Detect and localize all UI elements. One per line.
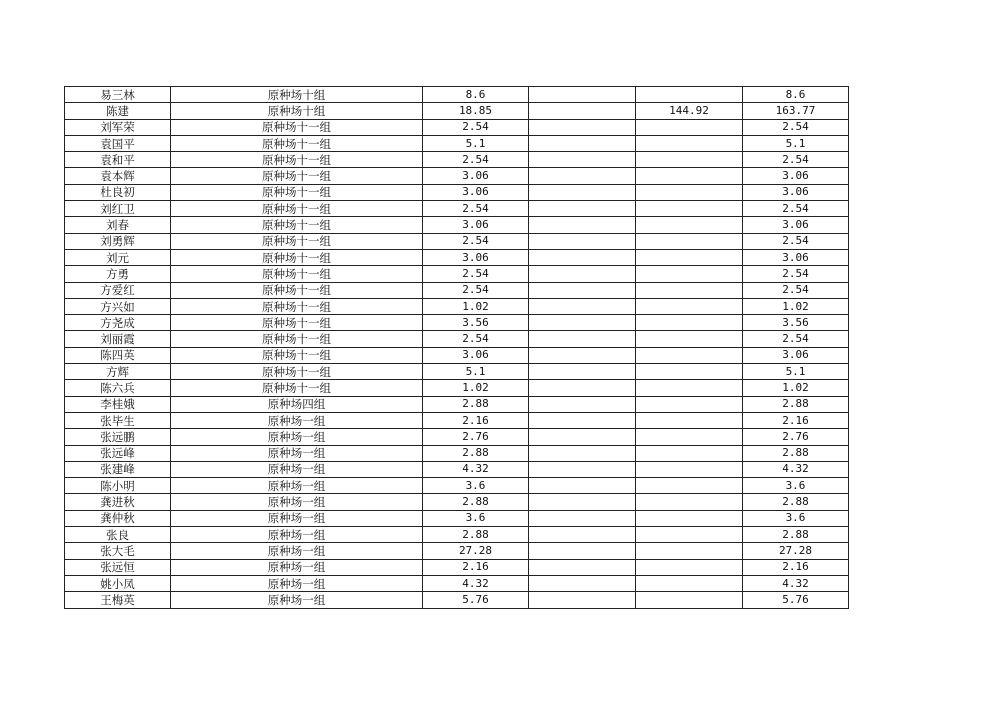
- area-cell: 2.54: [423, 201, 529, 217]
- table-row: [65, 575, 849, 591]
- area-cell: 3.6: [423, 510, 529, 526]
- area-cell: 8.6: [423, 87, 529, 103]
- name-cell: 方爱红: [65, 282, 171, 298]
- table-row: [65, 380, 849, 396]
- name-cell: 李桂娥: [65, 396, 171, 412]
- table-row: [65, 510, 849, 526]
- table-row: [65, 233, 849, 249]
- other-cell: [636, 445, 743, 461]
- extra-cell: [529, 103, 636, 119]
- total-cell: 3.6: [743, 510, 849, 526]
- area-cell: 4.32: [423, 461, 529, 477]
- other-cell: [636, 119, 743, 135]
- area-cell: 3.06: [423, 249, 529, 265]
- name-cell: 方辉: [65, 364, 171, 380]
- extra-cell: [529, 168, 636, 184]
- other-cell: [636, 380, 743, 396]
- unit-cell: 原种场一组: [171, 543, 423, 559]
- name-cell: 陈四英: [65, 347, 171, 363]
- other-cell: [636, 331, 743, 347]
- total-cell: 1.02: [743, 298, 849, 314]
- other-cell: [636, 575, 743, 591]
- other-cell: [636, 347, 743, 363]
- other-cell: [636, 559, 743, 575]
- unit-cell: 原种场十一组: [171, 152, 423, 168]
- unit-cell: 原种场一组: [171, 478, 423, 494]
- total-cell: 2.88: [743, 494, 849, 510]
- other-cell: 144.92: [636, 103, 743, 119]
- extra-cell: [529, 429, 636, 445]
- extra-cell: [529, 119, 636, 135]
- total-cell: 2.88: [743, 396, 849, 412]
- total-cell: 2.16: [743, 412, 849, 428]
- other-cell: [636, 315, 743, 331]
- total-cell: 2.76: [743, 429, 849, 445]
- extra-cell: [529, 380, 636, 396]
- area-cell: 2.88: [423, 396, 529, 412]
- table-row: [65, 445, 849, 461]
- unit-cell: 原种场一组: [171, 559, 423, 575]
- table-row: [65, 412, 849, 428]
- other-cell: [636, 412, 743, 428]
- other-cell: [636, 461, 743, 477]
- name-cell: 方尧成: [65, 315, 171, 331]
- area-cell: 3.06: [423, 184, 529, 200]
- unit-cell: 原种场一组: [171, 445, 423, 461]
- extra-cell: [529, 233, 636, 249]
- other-cell: [636, 364, 743, 380]
- table-row: [65, 168, 849, 184]
- total-cell: 3.06: [743, 184, 849, 200]
- total-cell: 5.1: [743, 364, 849, 380]
- name-cell: 刘红卫: [65, 201, 171, 217]
- table-row: [65, 201, 849, 217]
- unit-cell: 原种场十一组: [171, 347, 423, 363]
- unit-cell: 原种场四组: [171, 396, 423, 412]
- unit-cell: 原种场一组: [171, 461, 423, 477]
- area-cell: 2.54: [423, 331, 529, 347]
- extra-cell: [529, 559, 636, 575]
- unit-cell: 原种场十一组: [171, 119, 423, 135]
- other-cell: [636, 266, 743, 282]
- unit-cell: 原种场一组: [171, 429, 423, 445]
- total-cell: 3.56: [743, 315, 849, 331]
- unit-cell: 原种场十一组: [171, 380, 423, 396]
- name-cell: 易三林: [65, 87, 171, 103]
- extra-cell: [529, 412, 636, 428]
- unit-cell: 原种场一组: [171, 412, 423, 428]
- area-cell: 2.88: [423, 494, 529, 510]
- total-cell: 2.54: [743, 119, 849, 135]
- area-cell: 5.1: [423, 364, 529, 380]
- extra-cell: [529, 298, 636, 314]
- other-cell: [636, 510, 743, 526]
- other-cell: [636, 494, 743, 510]
- other-cell: [636, 184, 743, 200]
- other-cell: [636, 396, 743, 412]
- name-cell: 刘春: [65, 217, 171, 233]
- name-cell: 张远鹏: [65, 429, 171, 445]
- table-row: [65, 396, 849, 412]
- area-cell: 2.54: [423, 233, 529, 249]
- name-cell: 龚仲秋: [65, 510, 171, 526]
- name-cell: 刘元: [65, 249, 171, 265]
- other-cell: [636, 249, 743, 265]
- total-cell: 2.54: [743, 282, 849, 298]
- extra-cell: [529, 135, 636, 151]
- table-row: [65, 119, 849, 135]
- name-cell: 方勇: [65, 266, 171, 282]
- table-row: [65, 429, 849, 445]
- unit-cell: 原种场十一组: [171, 217, 423, 233]
- other-cell: [636, 201, 743, 217]
- name-cell: 陈六兵: [65, 380, 171, 396]
- unit-cell: 原种场十组: [171, 103, 423, 119]
- name-cell: 张良: [65, 527, 171, 543]
- name-cell: 杜良初: [65, 184, 171, 200]
- area-cell: 18.85: [423, 103, 529, 119]
- table-row: [65, 543, 849, 559]
- table-row: [65, 315, 849, 331]
- area-cell: 2.88: [423, 445, 529, 461]
- total-cell: 2.54: [743, 201, 849, 217]
- extra-cell: [529, 331, 636, 347]
- area-cell: 3.06: [423, 168, 529, 184]
- table-row: [65, 266, 849, 282]
- unit-cell: 原种场一组: [171, 510, 423, 526]
- unit-cell: 原种场十一组: [171, 364, 423, 380]
- table-row: [65, 152, 849, 168]
- total-cell: 2.54: [743, 331, 849, 347]
- name-cell: 刘勇辉: [65, 233, 171, 249]
- name-cell: 张毕生: [65, 412, 171, 428]
- unit-cell: 原种场一组: [171, 592, 423, 608]
- name-cell: 张建峰: [65, 461, 171, 477]
- area-cell: 1.02: [423, 298, 529, 314]
- extra-cell: [529, 364, 636, 380]
- other-cell: [636, 135, 743, 151]
- total-cell: 2.16: [743, 559, 849, 575]
- unit-cell: 原种场十一组: [171, 168, 423, 184]
- total-cell: 3.06: [743, 347, 849, 363]
- unit-cell: 原种场一组: [171, 527, 423, 543]
- extra-cell: [529, 152, 636, 168]
- area-cell: 4.32: [423, 575, 529, 591]
- extra-cell: [529, 282, 636, 298]
- unit-cell: 原种场十一组: [171, 315, 423, 331]
- table-row: [65, 87, 849, 103]
- table-row: [65, 282, 849, 298]
- other-cell: [636, 298, 743, 314]
- name-cell: 刘军荣: [65, 119, 171, 135]
- other-cell: [636, 527, 743, 543]
- total-cell: 3.06: [743, 168, 849, 184]
- unit-cell: 原种场一组: [171, 575, 423, 591]
- area-cell: 3.6: [423, 478, 529, 494]
- name-cell: 龚进秋: [65, 494, 171, 510]
- extra-cell: [529, 592, 636, 608]
- area-cell: 2.54: [423, 282, 529, 298]
- area-cell: 5.1: [423, 135, 529, 151]
- area-cell: 2.54: [423, 266, 529, 282]
- extra-cell: [529, 510, 636, 526]
- table-row: [65, 249, 849, 265]
- extra-cell: [529, 575, 636, 591]
- name-cell: 方兴如: [65, 298, 171, 314]
- other-cell: [636, 168, 743, 184]
- table-row: [65, 527, 849, 543]
- total-cell: 4.32: [743, 575, 849, 591]
- extra-cell: [529, 396, 636, 412]
- table-row: [65, 184, 849, 200]
- total-cell: 3.6: [743, 478, 849, 494]
- name-cell: 张远峰: [65, 445, 171, 461]
- total-cell: 2.88: [743, 445, 849, 461]
- unit-cell: 原种场十一组: [171, 331, 423, 347]
- other-cell: [636, 429, 743, 445]
- area-cell: 3.06: [423, 217, 529, 233]
- area-cell: 2.88: [423, 527, 529, 543]
- area-cell: 3.56: [423, 315, 529, 331]
- total-cell: 2.88: [743, 527, 849, 543]
- total-cell: 5.1: [743, 135, 849, 151]
- table-body: [65, 87, 849, 609]
- table-row: [65, 217, 849, 233]
- extra-cell: [529, 478, 636, 494]
- table-row: [65, 478, 849, 494]
- unit-cell: 原种场十一组: [171, 266, 423, 282]
- table-row: [65, 364, 849, 380]
- area-cell: 3.06: [423, 347, 529, 363]
- unit-cell: 原种场十一组: [171, 282, 423, 298]
- data-table: [64, 86, 849, 609]
- extra-cell: [529, 527, 636, 543]
- table-row: [65, 494, 849, 510]
- table-row: [65, 331, 849, 347]
- name-cell: 陈建: [65, 103, 171, 119]
- area-cell: 5.76: [423, 592, 529, 608]
- name-cell: 袁本辉: [65, 168, 171, 184]
- extra-cell: [529, 201, 636, 217]
- unit-cell: 原种场十一组: [171, 135, 423, 151]
- unit-cell: 原种场十一组: [171, 184, 423, 200]
- area-cell: 2.16: [423, 412, 529, 428]
- table-row: [65, 347, 849, 363]
- unit-cell: 原种场十一组: [171, 201, 423, 217]
- total-cell: 5.76: [743, 592, 849, 608]
- area-cell: 2.76: [423, 429, 529, 445]
- table-row: [65, 559, 849, 575]
- other-cell: [636, 87, 743, 103]
- total-cell: 3.06: [743, 217, 849, 233]
- extra-cell: [529, 494, 636, 510]
- other-cell: [636, 217, 743, 233]
- extra-cell: [529, 184, 636, 200]
- total-cell: 2.54: [743, 266, 849, 282]
- extra-cell: [529, 445, 636, 461]
- table-row: [65, 592, 849, 608]
- extra-cell: [529, 249, 636, 265]
- total-cell: 8.6: [743, 87, 849, 103]
- extra-cell: [529, 315, 636, 331]
- name-cell: 袁和平: [65, 152, 171, 168]
- area-cell: 2.54: [423, 119, 529, 135]
- total-cell: 27.28: [743, 543, 849, 559]
- extra-cell: [529, 347, 636, 363]
- other-cell: [636, 592, 743, 608]
- other-cell: [636, 152, 743, 168]
- other-cell: [636, 543, 743, 559]
- table-row: [65, 135, 849, 151]
- unit-cell: 原种场十组: [171, 87, 423, 103]
- name-cell: 陈小明: [65, 478, 171, 494]
- area-cell: 2.16: [423, 559, 529, 575]
- extra-cell: [529, 543, 636, 559]
- area-cell: 27.28: [423, 543, 529, 559]
- other-cell: [636, 282, 743, 298]
- extra-cell: [529, 461, 636, 477]
- name-cell: 袁国平: [65, 135, 171, 151]
- name-cell: 刘丽霞: [65, 331, 171, 347]
- table-row: [65, 298, 849, 314]
- extra-cell: [529, 87, 636, 103]
- total-cell: 1.02: [743, 380, 849, 396]
- total-cell: 163.77: [743, 103, 849, 119]
- total-cell: 4.32: [743, 461, 849, 477]
- name-cell: 张远恒: [65, 559, 171, 575]
- name-cell: 王梅英: [65, 592, 171, 608]
- table-row: [65, 461, 849, 477]
- area-cell: 1.02: [423, 380, 529, 396]
- unit-cell: 原种场十一组: [171, 249, 423, 265]
- name-cell: 张大毛: [65, 543, 171, 559]
- extra-cell: [529, 266, 636, 282]
- table-row: [65, 103, 849, 119]
- name-cell: 姚小凤: [65, 575, 171, 591]
- extra-cell: [529, 217, 636, 233]
- area-cell: 2.54: [423, 152, 529, 168]
- unit-cell: 原种场一组: [171, 494, 423, 510]
- other-cell: [636, 233, 743, 249]
- other-cell: [636, 478, 743, 494]
- total-cell: 2.54: [743, 152, 849, 168]
- total-cell: 3.06: [743, 249, 849, 265]
- total-cell: 2.54: [743, 233, 849, 249]
- unit-cell: 原种场十一组: [171, 233, 423, 249]
- unit-cell: 原种场十一组: [171, 298, 423, 314]
